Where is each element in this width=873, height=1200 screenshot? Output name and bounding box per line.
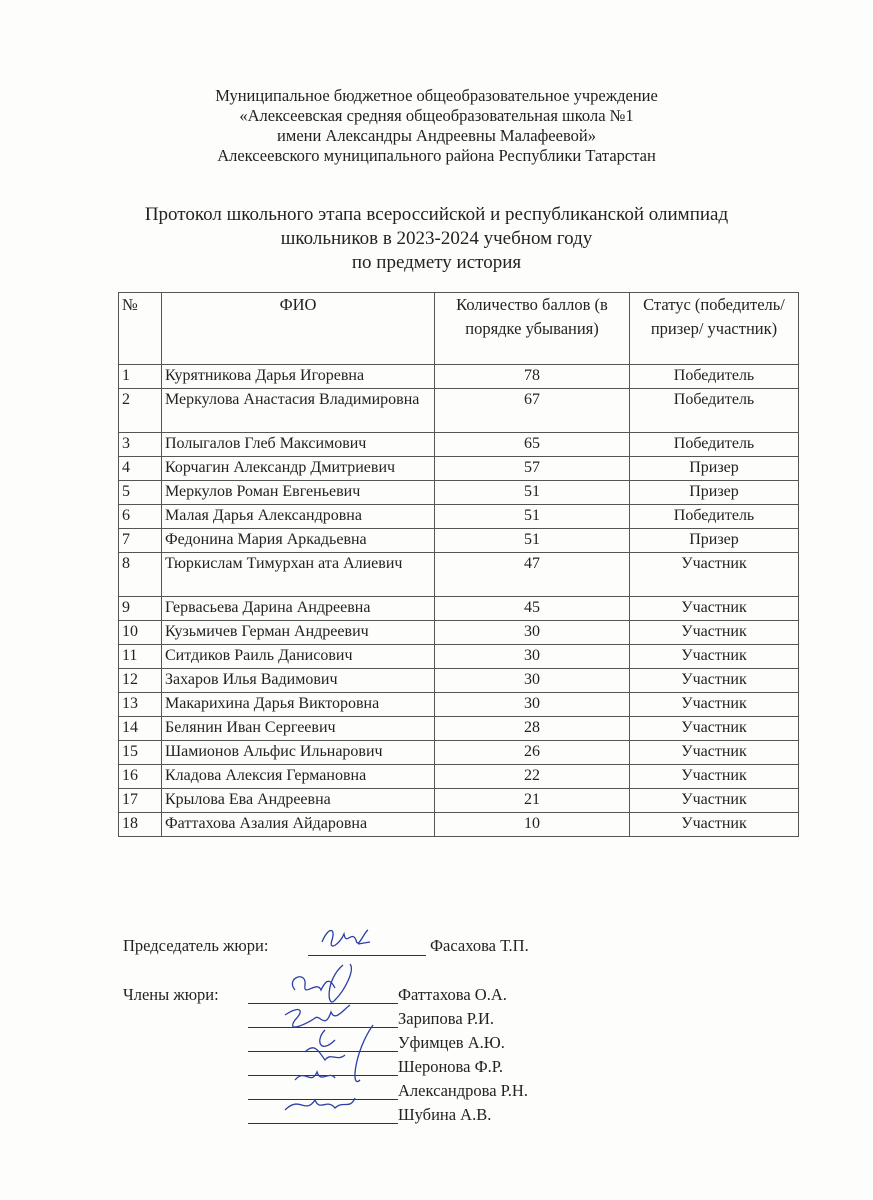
table-row [119, 389, 799, 433]
score-cell: 10 [435, 813, 630, 837]
table-row [119, 645, 799, 669]
score-cell: 78 [435, 365, 630, 389]
score-cell: 51 [435, 529, 630, 553]
score-cell: 30 [435, 669, 630, 693]
column-header-score: Количество баллов (в порядке убывания) [435, 293, 630, 365]
row-number: 7 [119, 529, 162, 553]
title-line: Протокол школьного этапа всероссийской и республиканской олимпиад [144, 204, 729, 225]
score-cell: 28 [435, 717, 630, 741]
score-cell: 67 [435, 389, 630, 433]
student-name: Захаров Илья Вадимович [162, 669, 435, 693]
row-number: 12 [119, 669, 162, 693]
header-line: имени Александры Андреевны Малафеевой» [277, 126, 596, 145]
results-table [118, 292, 799, 837]
table-row [119, 765, 799, 789]
score-cell: 51 [435, 505, 630, 529]
table-row [119, 669, 799, 693]
table-row [119, 717, 799, 741]
header-line: Алексеевского муниципального района Республики Татарстан [217, 146, 656, 165]
student-name: Шамионов Альфис Ильнарович [162, 741, 435, 765]
score-cell: 26 [435, 741, 630, 765]
table-row [119, 553, 799, 597]
status-cell: Призер [630, 481, 799, 505]
column-header-status: Статус (победитель/ призер/ участник) [630, 293, 799, 365]
student-name: Белянин Иван Сергеевич [162, 717, 435, 741]
score-cell: 51 [435, 481, 630, 505]
status-cell: Участник [630, 553, 799, 597]
row-number: 15 [119, 741, 162, 765]
score-cell: 47 [435, 553, 630, 597]
score-cell: 65 [435, 433, 630, 457]
chair-name: Фасахова Т.П. [430, 936, 529, 955]
score-cell: 57 [435, 457, 630, 481]
member-name: Шубина А.В. [398, 1105, 492, 1124]
score-cell: 45 [435, 597, 630, 621]
row-number: 4 [119, 457, 162, 481]
row-number: 9 [119, 597, 162, 621]
student-name: Полыгалов Глеб Максимович [162, 433, 435, 457]
row-number: 16 [119, 765, 162, 789]
score-cell: 30 [435, 621, 630, 645]
member-name: Уфимцев А.Ю. [398, 1033, 505, 1052]
score-cell: 30 [435, 645, 630, 669]
student-name: Ситдиков Раиль Данисович [162, 645, 435, 669]
table-row [119, 789, 799, 813]
status-cell: Участник [630, 693, 799, 717]
status-cell: Участник [630, 789, 799, 813]
score-cell: 30 [435, 693, 630, 717]
row-number: 11 [119, 645, 162, 669]
status-cell: Участник [630, 765, 799, 789]
status-cell: Победитель [630, 433, 799, 457]
row-number: 14 [119, 717, 162, 741]
status-cell: Участник [630, 813, 799, 837]
row-number: 10 [119, 621, 162, 645]
student-name: Меркулова Анастасия Владимировна [162, 389, 435, 433]
table-row [119, 481, 799, 505]
score-cell: 21 [435, 789, 630, 813]
table-row [119, 433, 799, 457]
status-cell: Победитель [630, 389, 799, 433]
member-name: Шеронова Ф.Р. [398, 1057, 503, 1076]
member-name: Фаттахова О.А. [398, 985, 507, 1004]
student-name: Макарихина Дарья Викторовна [162, 693, 435, 717]
row-number: 8 [119, 553, 162, 597]
members-label: Члены жюри: [123, 985, 219, 1004]
score-cell: 22 [435, 765, 630, 789]
student-name: Кузьмичев Герман Андреевич [162, 621, 435, 645]
member-name: Александрова Р.Н. [398, 1081, 528, 1100]
row-number: 3 [119, 433, 162, 457]
status-cell: Призер [630, 457, 799, 481]
table-row [119, 741, 799, 765]
header-line: Муниципальное бюджетное общеобразовательное учреждение [215, 86, 658, 105]
table-row [119, 365, 799, 389]
column-header-name: ФИО [162, 293, 435, 365]
student-name: Курятникова Дарья Игоревна [162, 365, 435, 389]
chair-label: Председатель жюри: [123, 936, 269, 955]
status-cell: Победитель [630, 505, 799, 529]
student-name: Федонина Мария Аркадьевна [162, 529, 435, 553]
table-row [119, 813, 799, 837]
status-cell: Участник [630, 621, 799, 645]
table-row [119, 529, 799, 553]
row-number: 18 [119, 813, 162, 837]
table-row [119, 505, 799, 529]
table-row [119, 621, 799, 645]
member-name: Зарипова Р.И. [398, 1009, 495, 1028]
row-number: 17 [119, 789, 162, 813]
student-name: Меркулов Роман Евгеньевич [162, 481, 435, 505]
row-number: 13 [119, 693, 162, 717]
row-number: 5 [119, 481, 162, 505]
table-body [119, 365, 799, 837]
table-header-row [119, 293, 799, 365]
student-name: Крылова Ева Андреевна [162, 789, 435, 813]
student-name: Кладова Алексия Германовна [162, 765, 435, 789]
student-name: Гервасьева Дарина Андреевна [162, 597, 435, 621]
status-cell: Участник [630, 645, 799, 669]
status-cell: Победитель [630, 365, 799, 389]
status-cell: Участник [630, 717, 799, 741]
row-number: 2 [119, 389, 162, 433]
row-number: 6 [119, 505, 162, 529]
header-line: «Алексеевская средняя общеобразовательная школа №1 [239, 106, 634, 125]
title-line: школьников в 2023-2024 учебном году [280, 228, 593, 249]
column-header-number: № [119, 293, 162, 365]
status-cell: Участник [630, 597, 799, 621]
student-name: Тюркислам Тимурхан ата Алиевич [162, 553, 435, 597]
status-cell: Призер [630, 529, 799, 553]
chair-signature [318, 922, 378, 962]
table-row [119, 693, 799, 717]
student-name: Малая Дарья Александровна [162, 505, 435, 529]
title-line: по предмету история [351, 252, 522, 273]
table-row [119, 597, 799, 621]
member-signatures [255, 960, 385, 1130]
row-number: 1 [119, 365, 162, 389]
student-name: Фаттахова Азалия Айдаровна [162, 813, 435, 837]
student-name: Корчагин Александр Дмитриевич [162, 457, 435, 481]
status-cell: Участник [630, 741, 799, 765]
status-cell: Участник [630, 669, 799, 693]
table-row [119, 457, 799, 481]
